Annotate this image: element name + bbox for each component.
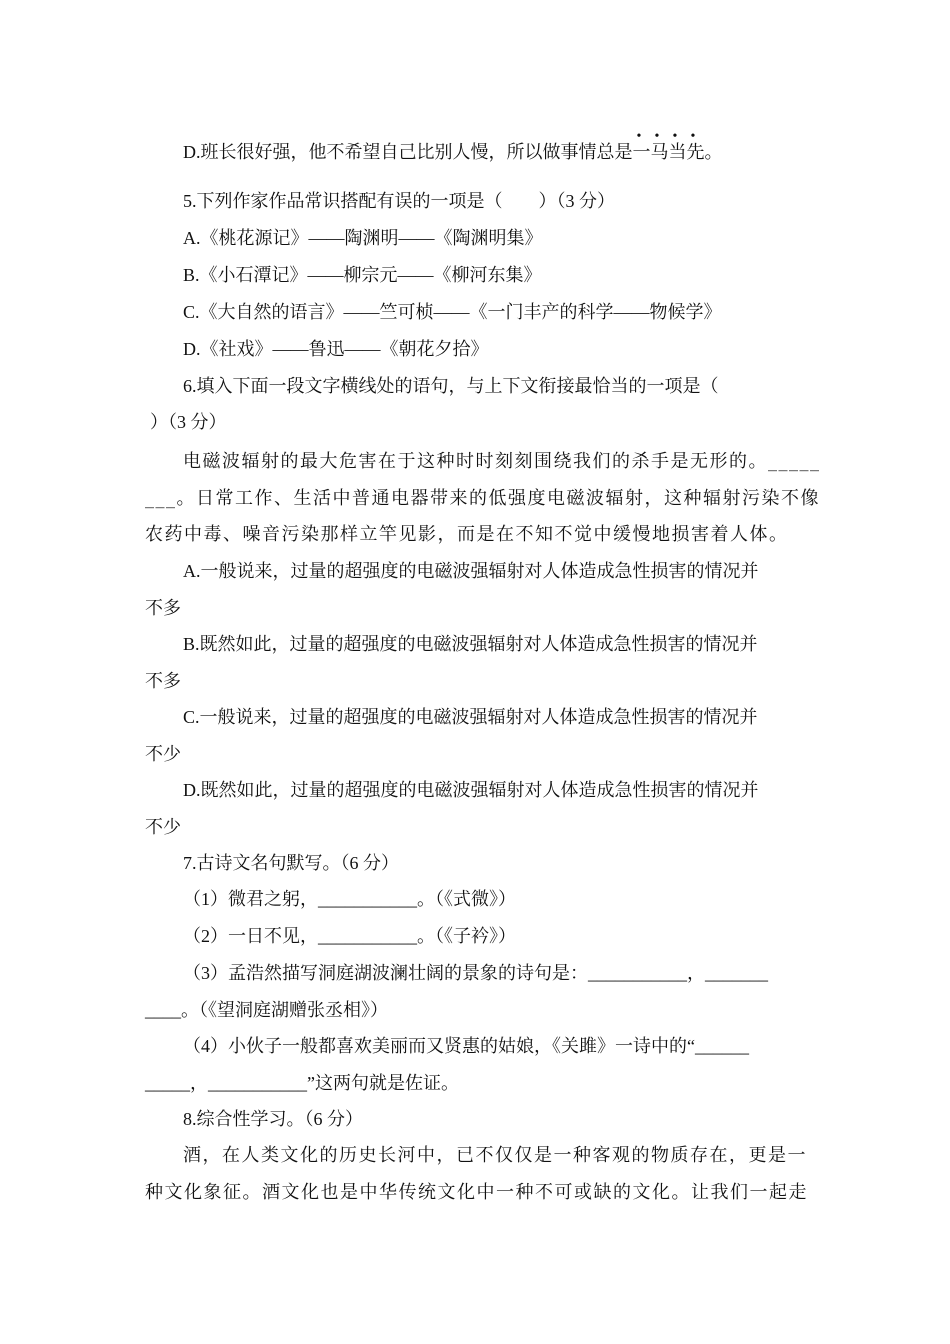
q5-option-c: C.《大自然的语言》——竺可桢——《一门丰产的科学——物候学》 <box>183 302 722 322</box>
q7-item-3-cont: ____。（《望洞庭湖赠张丞相》） <box>145 1000 388 1020</box>
q6-passage-line1: 电磁波辐射的最大危害在于这种时时刻刻围绕我们的杀手是无形的。_____ <box>183 451 821 472</box>
q7-item-3: （3）孟浩然描写洞庭湖波澜壮阔的景象的诗句是：___________，_______ <box>183 963 768 983</box>
q7-stem: 7.古诗文名句默写。（6 分） <box>183 853 399 873</box>
q6-stem-line2: ）（3 分） <box>150 412 227 432</box>
q6-option-c-cont: 不少 <box>145 744 181 764</box>
q6-option-b-cont: 不多 <box>145 671 181 691</box>
emphasized-phrase: 一马当先 • • • • <box>632 129 705 162</box>
q6-passage-line2: ___。日常工作、生活中普通电器带来的低强度电磁波辐射，这种辐射污染不像 <box>145 488 820 509</box>
q6-option-a: A.一般说来，过量的超强度的电磁波强辐射对人体造成急性损害的情况并 <box>183 561 759 581</box>
q5-option-b: B.《小石潭记》——柳宗元——《柳河东集》 <box>183 265 542 285</box>
q6-option-c: C.一般说来，过量的超强度的电磁波强辐射对人体造成急性损害的情况并 <box>183 707 758 727</box>
q7-item-1: （1）微君之躬，___________。（《式微》） <box>183 889 516 909</box>
q6-passage-line3: 农药中毒、噪音污染那样立竿见影，而是在不知不觉中缓慢地损害着人体。 <box>145 524 789 545</box>
q7-item-2: （2）一日不见，___________。（《子衿》） <box>183 926 516 946</box>
q6-stem-line1: 6.填入下面一段文字横线处的语句，与上下文衔接最恰当的一项是（ <box>183 376 719 396</box>
emphasis-dot: • <box>636 129 642 144</box>
q6-option-a-cont: 不多 <box>145 598 181 618</box>
q5-option-d: D.《社戏》——鲁迅——《朝花夕拾》 <box>183 339 489 359</box>
emphasis-dot: • <box>690 129 696 144</box>
q6-option-d-cont: 不少 <box>145 817 181 837</box>
emphasis-dot: • <box>654 129 660 144</box>
q4-option-d: D.班长很好强，他不希望自己比别人慢，所以做事情总是一马当先 • • • • 。 <box>183 129 723 162</box>
q5-stem: 5.下列作家作品常识搭配有误的一项是（ ）（3 分） <box>183 191 615 211</box>
q5-option-a: A.《桃花源记》——陶渊明——《陶渊明集》 <box>183 228 543 248</box>
q8-stem: 8.综合性学习。（6 分） <box>183 1109 363 1129</box>
q6-option-d: D.既然如此，过量的超强度的电磁波强辐射对人体造成急性损害的情况并 <box>183 780 759 800</box>
q8-passage-line2: 种文化象征。酒文化也是中华传统文化中一种不可或缺的文化。让我们一起走 <box>145 1182 808 1203</box>
q4-option-d-text: D.班长很好强，他不希望自己比别人慢，所以做事情总是 <box>183 142 633 162</box>
emphasis-dot: • <box>672 129 678 144</box>
q7-item-4-cont: _____，___________”这两句就是佐证。 <box>145 1073 459 1093</box>
q6-option-b: B.既然如此，过量的超强度的电磁波强辐射对人体造成急性损害的情况并 <box>183 634 758 654</box>
q7-item-4: （4）小伙子一般都喜欢美丽而又贤惠的姑娘，《关雎》一诗中的“______ <box>183 1036 749 1056</box>
q8-passage-line1: 酒，在人类文化的历史长河中，已不仅仅是一种客观的物质存在，更是一 <box>183 1145 807 1166</box>
